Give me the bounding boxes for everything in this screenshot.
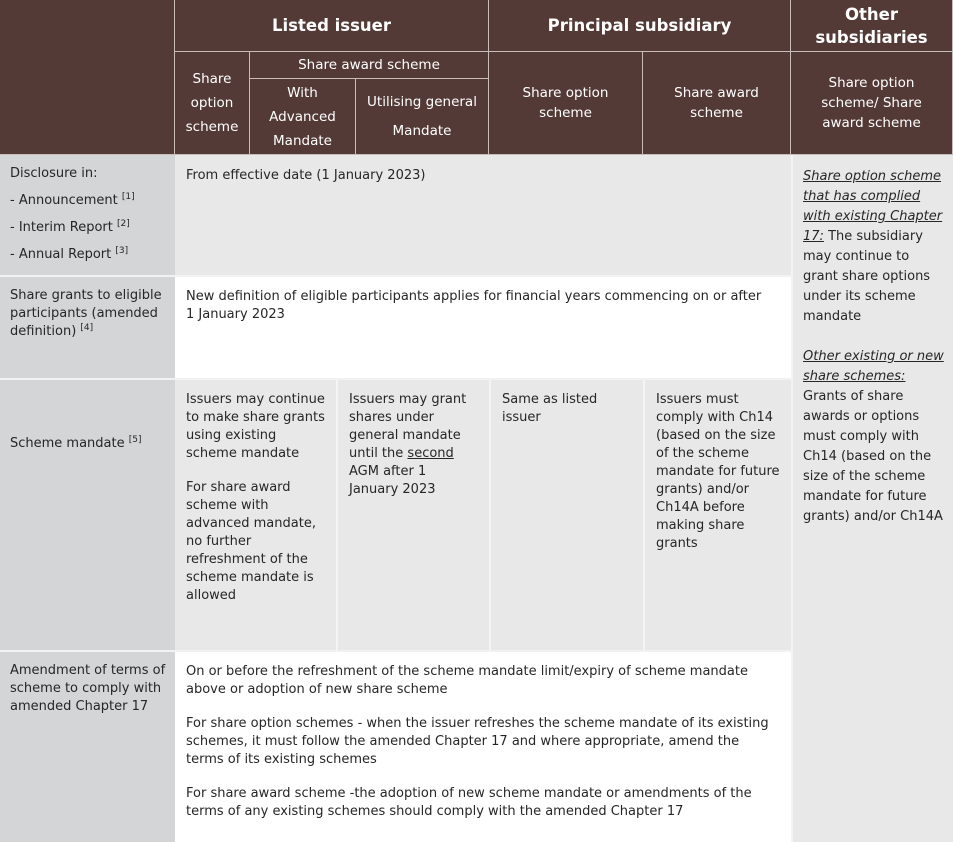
header-listed-issuer bbox=[175, 0, 489, 52]
header-principal-share-award-text: Share award scheme bbox=[674, 85, 759, 121]
footnote-ref: [1] bbox=[121, 192, 135, 202]
header-listed-share-option bbox=[175, 52, 250, 155]
scheme-mandate-listed-advanced: Issuers may continue to make share grants using existing scheme mandate For share award scheme with advanced mandate, no further refreshment of the scheme mandate is allowed bbox=[175, 380, 336, 652]
header-with-advanced-mandate bbox=[250, 79, 356, 155]
header-other-subsidiaries bbox=[791, 0, 953, 52]
header-principal-share-option bbox=[489, 52, 643, 155]
other-subsidiaries-heading-2: Other existing or new share schemes: bbox=[803, 349, 944, 384]
row-label-disclosure bbox=[0, 155, 175, 277]
footnote-ref: [4] bbox=[80, 323, 94, 333]
disclosure-item-announcement: - Announcement [1] bbox=[10, 192, 135, 208]
disclosure-item-interim-report: - Interim Report [2] bbox=[10, 219, 130, 235]
header-listed-share-option-text: Share option scheme bbox=[185, 71, 239, 135]
other-subsidiaries-content: Share option scheme that has complied with existing Chapter 17: The subsidiary may continue to grant share options under its scheme mandate Other existing or new share schemes: Grants of share awards or options must comply with Ch14 (based on the size of the scheme mandate for future grants) and/or Ch14A bbox=[791, 155, 953, 842]
underlined-second: second bbox=[407, 446, 454, 461]
header-corner bbox=[0, 0, 175, 155]
header-share-award-scheme bbox=[250, 52, 489, 79]
row-label-share-grants: Share grants to eligible participants (amended definition) [4] bbox=[0, 277, 175, 380]
scheme-mandate-principal-award: Issuers must comply with Ch14 (based on the size of the scheme mandate for future grants) and/or Ch14A before making share grants bbox=[643, 380, 791, 652]
other-subsidiaries-heading-1: Share option scheme that has complied with existing Chapter 17: bbox=[803, 169, 943, 244]
header-other-scheme-text: Share option scheme/ Share award scheme bbox=[821, 75, 922, 131]
header-with-advanced-mandate-text: With Advanced Mandate bbox=[269, 84, 336, 149]
disclosure-title: Disclosure in: bbox=[10, 166, 98, 181]
share-grants-content: New definition of eligible participants applies for financial years commencing on or after 1 January 2023 bbox=[175, 277, 791, 380]
footnote-ref: [3] bbox=[115, 246, 129, 256]
scheme-mandate-listed-general: Issuers may grant shares under general mandate until the second AGM after 1 January 2023 bbox=[336, 380, 489, 652]
header-other-scheme bbox=[791, 52, 953, 155]
header-listed-issuer-text: Listed issuer bbox=[272, 16, 391, 35]
header-utilising-general-mandate bbox=[356, 79, 489, 155]
header-principal-share-award bbox=[643, 52, 791, 155]
row-label-amendment: Amendment of terms of scheme to comply with amended Chapter 17 bbox=[0, 652, 175, 842]
header-principal-subsidiary bbox=[489, 0, 791, 52]
header-principal-subsidiary-text: Principal subsidiary bbox=[547, 16, 732, 35]
amendment-content: On or before the refreshment of the scheme mandate limit/expiry of scheme mandate above or adoption of new share scheme For share option schemes - when the issuer refreshes the scheme mandate of its existing schemes, it must follow the amended Chapter 17 and where appropriate, amend the terms of its existing schemes For share award scheme -the adoption of new scheme mandate or amendments of the terms of any existing schemes should comply with the amended Chapter 17 bbox=[175, 652, 791, 842]
row-label-scheme-mandate: Scheme mandate [5] bbox=[0, 380, 175, 652]
disclosure-item-annual-report: - Annual Report [3] bbox=[10, 246, 129, 262]
header-principal-share-option-text: Share option scheme bbox=[522, 85, 609, 121]
scheme-mandate-principal-option: Same as listed issuer bbox=[489, 380, 643, 652]
header-other-subsidiaries-text: Other subsidiaries bbox=[815, 4, 928, 47]
header-share-award-scheme-text: Share award scheme bbox=[298, 57, 440, 73]
footnote-ref: [5] bbox=[128, 435, 142, 445]
footnote-ref: [2] bbox=[116, 219, 130, 229]
header-utilising-general-mandate-text: Utilising general Mandate bbox=[367, 93, 477, 139]
disclosure-content: From effective date (1 January 2023) bbox=[175, 155, 791, 277]
